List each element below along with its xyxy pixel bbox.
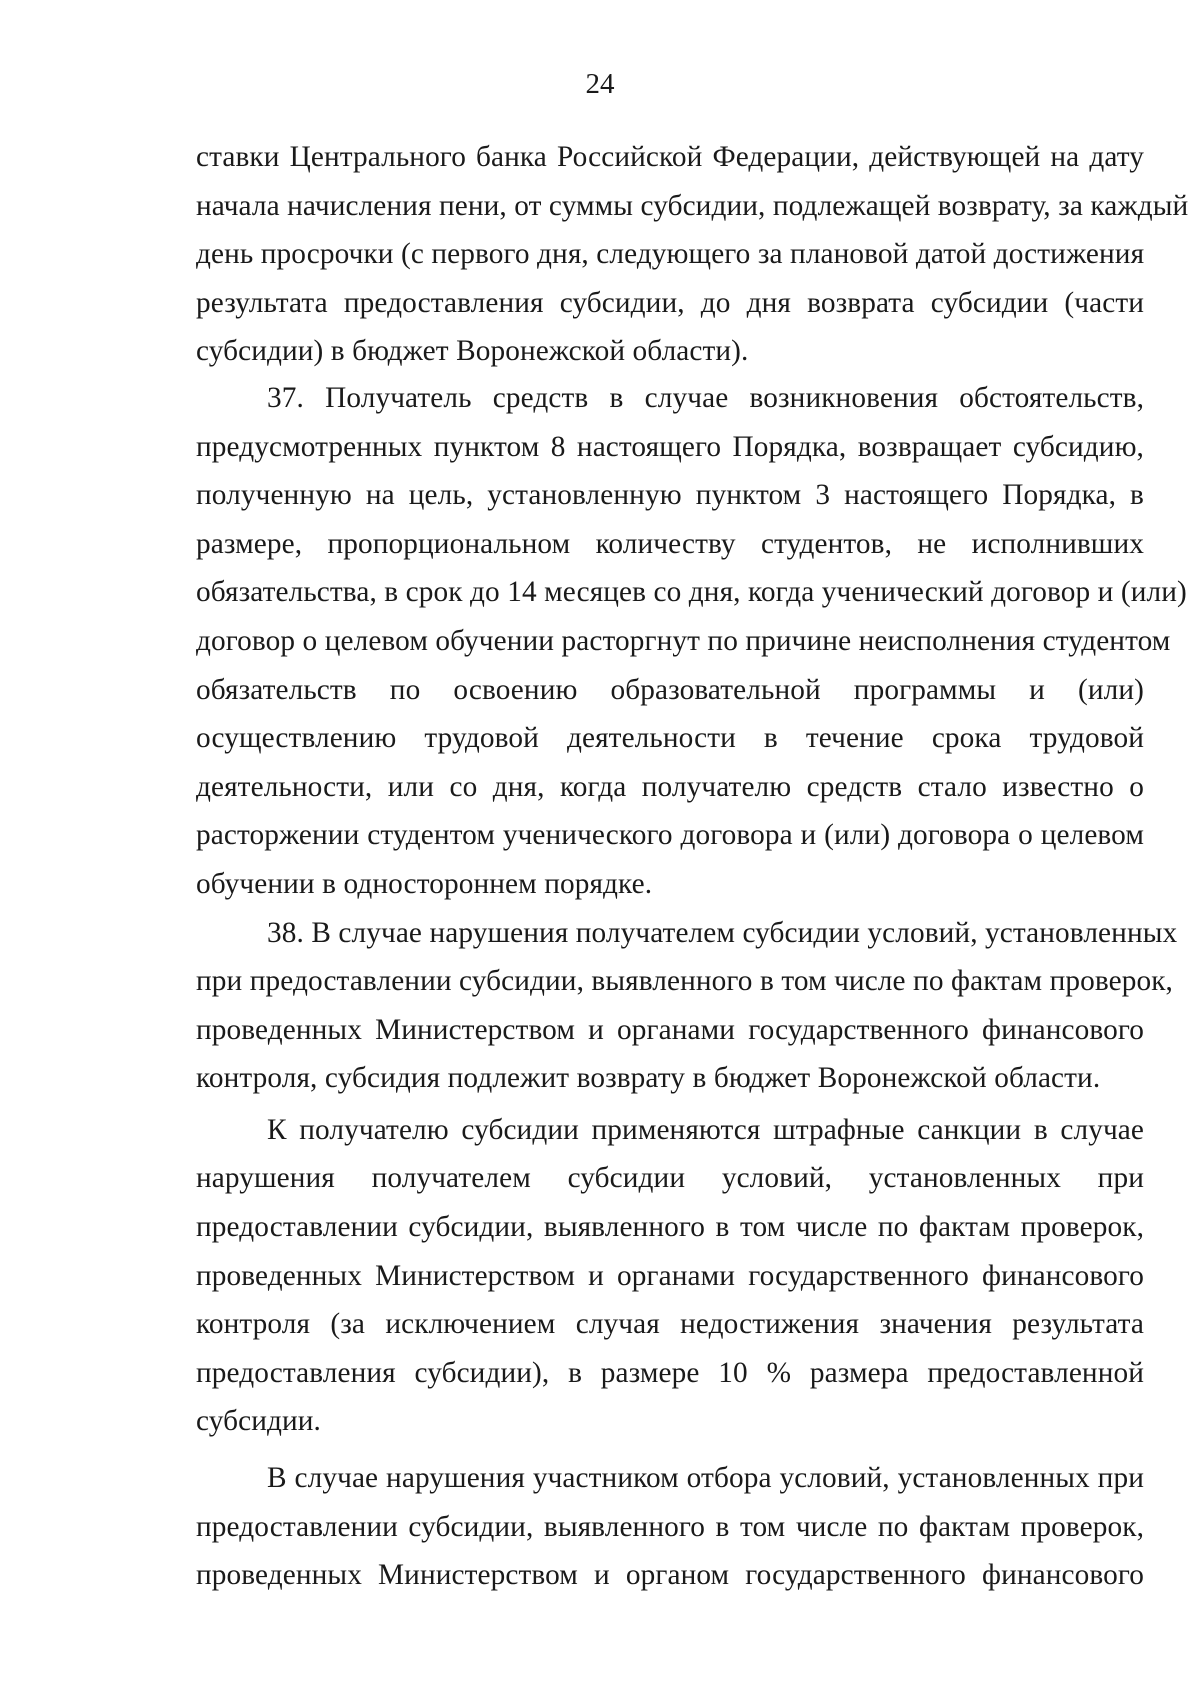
text-line: предусмотренных пунктом 8 настоящего Порядка, возвращает субсидию, xyxy=(196,430,1144,463)
paragraph-item-37 xyxy=(196,374,1187,909)
text-line: осуществлению трудовой деятельности в течение срока трудовой xyxy=(196,722,1144,755)
text-line: 38. В случае нарушения получателем субсидии условий, установленных xyxy=(267,916,1178,949)
text-line: предоставлении субсидии, выявленного в том числе по фактам проверок, xyxy=(196,1211,1144,1244)
text-line: В случае нарушения участником отбора условий, установленных при xyxy=(267,1462,1144,1495)
text-line: договор о целевом обучении расторгнут по причине неисполнения студентом xyxy=(196,624,1171,657)
text-line: результата предоставления субсидии, до дня возврата субсидии (части xyxy=(196,286,1144,319)
text-line: размере, пропорциональном количеству студентов, не исполнивших xyxy=(196,527,1144,560)
text-line: ставки Центрального банка Российской Федерации, действующей на дату xyxy=(196,141,1144,173)
paragraph xyxy=(196,1454,1144,1600)
text-line: контроля (за исключением случая недостижения значения результата xyxy=(196,1308,1144,1341)
text-line: полученную на цель, установленную пунктом 3 настоящего Порядка, в xyxy=(196,479,1144,512)
text-line: при предоставлении субсидии, выявленного в том числе по фактам проверок, xyxy=(196,965,1173,998)
paragraph xyxy=(196,1106,1144,1446)
page-number: 24 xyxy=(585,68,615,100)
text-line: субсидии) в бюджет Воронежской области). xyxy=(196,335,749,368)
text-line: проведенных Министерством и органами государственного финансового xyxy=(196,1013,1144,1046)
text-line: день просрочки (с первого дня, следующего за плановой датой достижения xyxy=(196,238,1145,271)
text-line: предоставлении субсидии, выявленного в том числе по фактам проверок, xyxy=(196,1510,1144,1543)
text-line: обязательства, в срок до 14 месяцев со дня, когда ученический договор и (или) xyxy=(196,576,1187,609)
text-line: обязательств по освоению образовательной программы и (или) xyxy=(196,673,1144,706)
text-line: 37. Получатель средств в случае возникновения обстоятельств, xyxy=(267,381,1144,414)
text-line: субсидии. xyxy=(196,1405,321,1438)
text-line: К получателю субсидии применяются штрафные санкции в случае xyxy=(267,1113,1144,1146)
text-line: деятельности, или со дня, когда получателю средств стало известно о xyxy=(196,770,1144,803)
text-line: обучении в одностороннем порядке. xyxy=(196,867,653,900)
document-body xyxy=(196,133,1189,1600)
paragraph xyxy=(196,133,1189,376)
text-line: нарушения получателем субсидии условий, установленных при xyxy=(196,1162,1144,1195)
text-line: расторжении студентом ученического договора и (или) договора о целевом xyxy=(196,819,1144,852)
text-line: контроля, субсидия подлежит возврату в бюджет Воронежской области. xyxy=(196,1062,1101,1095)
text-line: проведенных Министерством и органами государственного финансового xyxy=(196,1259,1144,1292)
text-line: предоставления субсидии), в размере 10 % размера предоставленной xyxy=(196,1356,1144,1389)
text-line: проведенных Министерством и органом государственного финансового xyxy=(196,1559,1144,1592)
text-line: начала начисления пени, от суммы субсидии, подлежащей возврату, за каждый xyxy=(196,189,1189,222)
paragraph-item-38 xyxy=(196,909,1178,1103)
